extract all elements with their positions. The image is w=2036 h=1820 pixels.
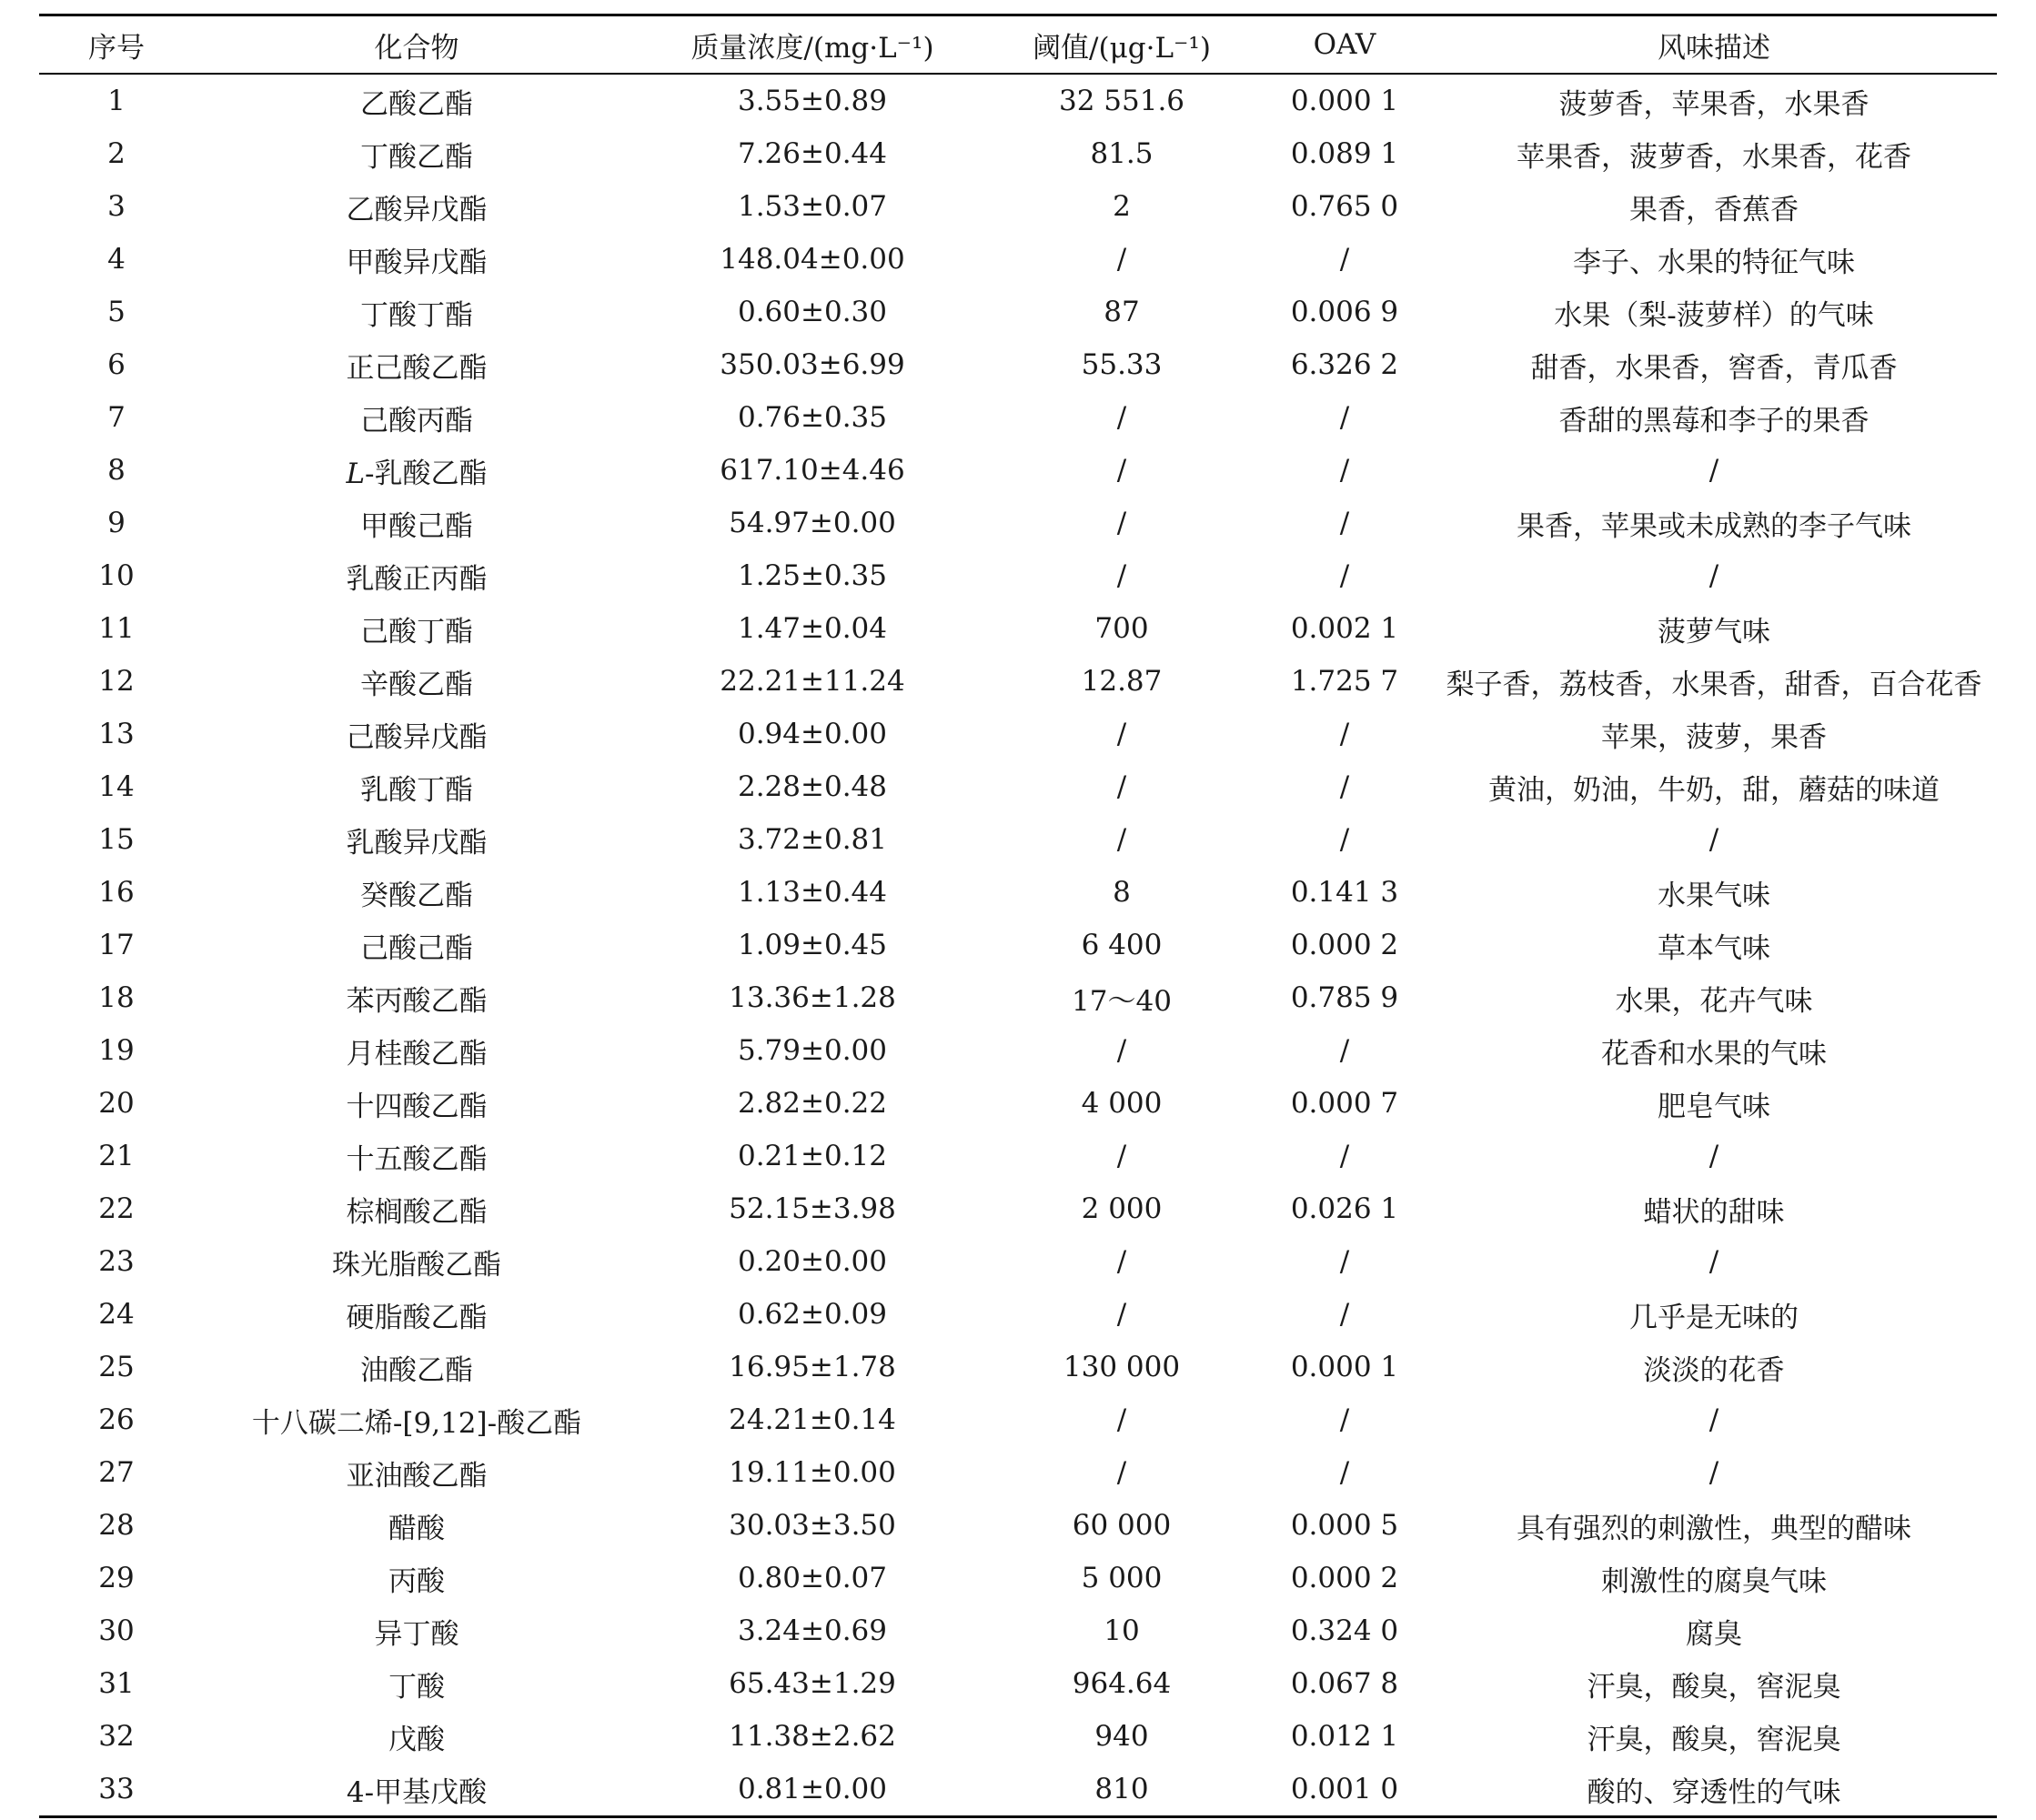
cell-compound: 醋酸 <box>388 1512 445 1545</box>
cell-concentration: 5.79±0.00 <box>737 1034 888 1067</box>
cell-threshold: / <box>1116 559 1127 592</box>
cell-flavor: 甜香，水果香，窖香，青瓜香 <box>1530 351 1898 385</box>
cell-flavor: 蜡状的甜味 <box>1643 1195 1785 1229</box>
cell-index: 30 <box>98 1614 135 1647</box>
cell-flavor: 腐臭 <box>1686 1617 1742 1651</box>
header-threshold: 阈值/(μg·L⁻¹) <box>1033 31 1211 65</box>
cell-concentration: 148.04±0.00 <box>720 243 905 276</box>
cell-index: 13 <box>98 718 135 750</box>
table-row <box>39 1552 1997 1604</box>
table-row <box>39 1393 1997 1446</box>
cell-threshold: / <box>1116 1245 1127 1278</box>
cell-flavor: 水果（梨-菠萝样）的气味 <box>1554 298 1874 332</box>
cell-oav: 0.324 0 <box>1290 1614 1399 1647</box>
cell-concentration: 0.80±0.07 <box>737 1562 888 1594</box>
cell-concentration: 0.60±0.30 <box>737 296 888 328</box>
cell-threshold: 32 551.6 <box>1058 85 1185 117</box>
cell-threshold: / <box>1116 718 1127 750</box>
table-row <box>39 180 1997 233</box>
cell-oav: / <box>1339 1245 1350 1278</box>
cell-concentration: 617.10±4.46 <box>720 454 905 487</box>
cell-threshold: 810 <box>1094 1773 1149 1805</box>
cell-threshold: 6 400 <box>1081 929 1163 961</box>
cell-compound: 十五酸乙酯 <box>346 1142 488 1176</box>
cell-index: 11 <box>98 612 135 645</box>
cell-flavor: 苹果香，菠萝香，水果香，花香 <box>1517 140 1911 174</box>
cell-oav: 0.002 1 <box>1290 612 1399 645</box>
cell-oav: 0.089 1 <box>1290 137 1399 170</box>
cell-threshold: / <box>1116 1034 1127 1067</box>
cell-index: 15 <box>98 823 135 856</box>
table-row <box>39 971 1997 1024</box>
cell-compound: 乳酸丁酯 <box>360 773 473 807</box>
cell-index: 8 <box>107 454 126 487</box>
cell-flavor: / <box>1708 823 1719 856</box>
cell-threshold: 8 <box>1113 876 1131 909</box>
table-row <box>39 760 1997 813</box>
cell-concentration: 3.72±0.81 <box>737 823 888 856</box>
cell-threshold: / <box>1116 823 1127 856</box>
table-row <box>39 338 1997 391</box>
cell-concentration: 0.20±0.00 <box>737 1245 888 1278</box>
cell-compound: 丁酸乙酯 <box>360 140 473 174</box>
cell-threshold: 4 000 <box>1081 1087 1163 1120</box>
cell-concentration: 3.55±0.89 <box>737 85 888 117</box>
cell-compound: 乙酸异戊酯 <box>346 193 488 226</box>
cell-compound: 己酸丁酯 <box>360 615 473 649</box>
compound-table <box>39 14 1997 1818</box>
table-row <box>39 1446 1997 1499</box>
cell-concentration: 1.47±0.04 <box>737 612 888 645</box>
table-row <box>39 444 1997 497</box>
table-row <box>39 74 1997 127</box>
cell-flavor: / <box>1708 454 1719 487</box>
table-row <box>39 1182 1997 1235</box>
cell-index: 32 <box>98 1720 135 1753</box>
cell-index: 27 <box>98 1456 135 1489</box>
cell-concentration: 1.53±0.07 <box>737 190 888 223</box>
cell-index: 33 <box>98 1773 135 1805</box>
cell-index: 1 <box>107 85 126 117</box>
cell-threshold: / <box>1116 1140 1127 1172</box>
cell-oav: 0.785 9 <box>1290 981 1399 1014</box>
cell-concentration: 13.36±1.28 <box>729 981 896 1014</box>
cell-compound: 辛酸乙酯 <box>360 668 473 701</box>
table-row <box>39 1341 1997 1393</box>
cell-flavor: / <box>1708 559 1719 592</box>
cell-concentration: 0.62±0.09 <box>737 1298 888 1331</box>
cell-compound: 甲酸己酯 <box>360 509 473 543</box>
cell-threshold: 60 000 <box>1072 1509 1172 1542</box>
cell-index: 25 <box>98 1351 135 1383</box>
cell-concentration: 24.21±0.14 <box>729 1403 896 1436</box>
cell-threshold: 10 <box>1104 1614 1140 1647</box>
cell-oav: 6.326 2 <box>1290 348 1399 381</box>
table-row <box>39 1499 1997 1552</box>
cell-threshold: 55.33 <box>1081 348 1163 381</box>
cell-oav: 0.765 0 <box>1290 190 1399 223</box>
cell-index: 9 <box>107 507 126 539</box>
cell-compound: 丁酸 <box>388 1670 445 1704</box>
cell-flavor: 几乎是无味的 <box>1629 1301 1799 1334</box>
cell-threshold: / <box>1116 243 1127 276</box>
cell-compound: 4-甲基戊酸 <box>346 1775 488 1809</box>
cell-compound: 乳酸正丙酯 <box>346 562 488 596</box>
table-row <box>39 1763 1997 1817</box>
cell-index: 24 <box>98 1298 135 1331</box>
cell-oav: 0.000 1 <box>1290 1351 1399 1383</box>
table-row <box>39 1130 1997 1182</box>
cell-concentration: 65.43±1.29 <box>729 1667 896 1700</box>
cell-compound: 十八碳二烯-[9,12]-酸乙酯 <box>251 1406 582 1440</box>
table-row <box>39 286 1997 338</box>
table-row <box>39 127 1997 180</box>
cell-oav: / <box>1339 823 1350 856</box>
cell-concentration: 19.11±0.00 <box>729 1456 896 1489</box>
cell-flavor: 菠萝气味 <box>1658 615 1770 649</box>
cell-threshold: 700 <box>1094 612 1149 645</box>
cell-index: 10 <box>98 559 135 592</box>
cell-flavor: 梨子香，荔枝香，水果香，甜香，百合花香 <box>1446 668 1982 701</box>
cell-concentration: 3.24±0.69 <box>737 1614 888 1647</box>
cell-compound: 乳酸异戊酯 <box>346 826 488 860</box>
table-row <box>39 813 1997 866</box>
cell-compound: 己酸丙酯 <box>360 404 473 437</box>
cell-oav: 1.725 7 <box>1290 665 1399 698</box>
cell-flavor: 香甜的黑莓和李子的果香 <box>1558 404 1870 437</box>
cell-compound: 苯丙酸乙酯 <box>346 984 488 1018</box>
cell-threshold: / <box>1116 401 1127 434</box>
cell-compound: 丙酸 <box>388 1564 445 1598</box>
table-row <box>39 1077 1997 1130</box>
cell-flavor: 水果，花卉气味 <box>1615 984 1813 1018</box>
table-body <box>39 74 1997 1817</box>
table-row <box>39 919 1997 971</box>
cell-concentration: 54.97±0.00 <box>729 507 896 539</box>
table-row <box>39 866 1997 919</box>
cell-compound: 异丁酸 <box>374 1617 459 1651</box>
cell-concentration: 0.21±0.12 <box>737 1140 888 1172</box>
cell-flavor: 水果气味 <box>1658 879 1770 912</box>
cell-concentration: 2.28±0.48 <box>737 770 888 803</box>
cell-index: 6 <box>107 348 126 381</box>
cell-index: 29 <box>98 1562 135 1594</box>
cell-oav: 0.000 2 <box>1290 1562 1399 1594</box>
table-row <box>39 233 1997 286</box>
cell-oav: / <box>1339 1456 1350 1489</box>
cell-flavor: 菠萝香，苹果香，水果香 <box>1558 87 1870 121</box>
cell-concentration: 7.26±0.44 <box>737 137 888 170</box>
cell-compound: 珠光脂酸乙酯 <box>332 1248 501 1282</box>
cell-compound: L-乳酸乙酯 <box>346 457 488 490</box>
header-compound: 化合物 <box>374 31 459 65</box>
cell-compound: 丁酸丁酯 <box>360 298 473 332</box>
cell-concentration: 1.13±0.44 <box>737 876 888 909</box>
header-concentration: 质量浓度/(mg·L⁻¹) <box>690 31 934 65</box>
cell-concentration: 0.81±0.00 <box>737 1773 888 1805</box>
cell-compound: 月桂酸乙酯 <box>346 1037 488 1071</box>
cell-index: 28 <box>98 1509 135 1542</box>
cell-threshold: 2 <box>1113 190 1131 223</box>
header-flavor: 风味描述 <box>1658 31 1770 65</box>
cell-flavor: 汗臭，酸臭，窖泥臭 <box>1587 1670 1841 1704</box>
cell-compound: 油酸乙酯 <box>360 1353 473 1387</box>
cell-flavor: 果香，香蕉香 <box>1629 193 1799 226</box>
cell-index: 3 <box>107 190 126 223</box>
cell-oav: / <box>1339 507 1350 539</box>
cell-concentration: 30.03±3.50 <box>729 1509 896 1542</box>
cell-oav: / <box>1339 770 1350 803</box>
cell-threshold: / <box>1116 507 1127 539</box>
cell-index: 23 <box>98 1245 135 1278</box>
cell-oav: 0.006 9 <box>1290 296 1399 328</box>
table-row <box>39 497 1997 549</box>
table-row <box>39 1288 1997 1341</box>
cell-index: 18 <box>98 981 135 1014</box>
cell-flavor: / <box>1708 1245 1719 1278</box>
cell-compound: 硬脂酸乙酯 <box>346 1301 488 1334</box>
compound-table-container <box>39 14 1997 1818</box>
table-row <box>39 655 1997 708</box>
cell-threshold: 940 <box>1094 1720 1149 1753</box>
cell-flavor: 淡淡的花香 <box>1643 1353 1785 1387</box>
cell-oav: / <box>1339 559 1350 592</box>
cell-index: 20 <box>98 1087 135 1120</box>
cell-concentration: 1.25±0.35 <box>737 559 888 592</box>
cell-threshold: 964.64 <box>1072 1667 1172 1700</box>
cell-concentration: 0.76±0.35 <box>737 401 888 434</box>
table-header <box>39 15 1997 75</box>
cell-threshold: 12.87 <box>1081 665 1163 698</box>
cell-threshold: 130 000 <box>1063 1351 1181 1383</box>
cell-index: 16 <box>98 876 135 909</box>
cell-index: 31 <box>98 1667 135 1700</box>
cell-concentration: 0.94±0.00 <box>737 718 888 750</box>
cell-flavor: / <box>1708 1140 1719 1172</box>
table-row <box>39 1657 1997 1710</box>
cell-oav: 0.000 7 <box>1290 1087 1399 1120</box>
cell-oav: 0.067 8 <box>1290 1667 1399 1700</box>
cell-compound: 癸酸乙酯 <box>360 879 473 912</box>
table-row <box>39 549 1997 602</box>
cell-compound: 戊酸 <box>388 1723 445 1756</box>
cell-oav: 0.000 1 <box>1290 85 1399 117</box>
cell-flavor: 肥皂气味 <box>1658 1090 1770 1123</box>
cell-flavor: / <box>1708 1456 1719 1489</box>
cell-flavor: 李子、水果的特征气味 <box>1573 246 1855 279</box>
cell-flavor: 苹果，菠萝，果香 <box>1601 720 1827 754</box>
cell-concentration: 22.21±11.24 <box>720 665 905 698</box>
table-row <box>39 1604 1997 1657</box>
cell-threshold: 17～40 <box>1072 984 1172 1018</box>
table-row <box>39 1024 1997 1077</box>
cell-oav: / <box>1339 718 1350 750</box>
cell-index: 4 <box>107 243 126 276</box>
table-row <box>39 391 1997 444</box>
cell-flavor: 酸的、穿透性的气味 <box>1587 1775 1841 1809</box>
cell-threshold: 81.5 <box>1090 137 1154 170</box>
cell-flavor: 刺激性的腐臭气味 <box>1601 1564 1827 1598</box>
cell-index: 22 <box>98 1192 135 1225</box>
cell-concentration: 52.15±3.98 <box>729 1192 896 1225</box>
cell-flavor: 具有强烈的刺激性，典型的醋味 <box>1517 1512 1911 1545</box>
table-row <box>39 1235 1997 1288</box>
cell-concentration: 11.38±2.62 <box>729 1720 896 1753</box>
cell-threshold: / <box>1116 770 1127 803</box>
cell-index: 19 <box>98 1034 135 1067</box>
cell-flavor: 汗臭，酸臭，窖泥臭 <box>1587 1723 1841 1756</box>
cell-oav: 0.012 1 <box>1290 1720 1399 1753</box>
cell-compound: 正己酸乙酯 <box>346 351 488 385</box>
cell-index: 14 <box>98 770 135 803</box>
cell-flavor: 花香和水果的气味 <box>1601 1037 1827 1071</box>
table-row <box>39 602 1997 655</box>
cell-flavor: 果香，苹果或未成熟的李子气味 <box>1517 509 1911 543</box>
cell-compound: 棕榈酸乙酯 <box>346 1195 488 1229</box>
header-index: 序号 <box>88 31 145 65</box>
cell-concentration: 350.03±6.99 <box>720 348 905 381</box>
cell-oav: / <box>1339 1298 1350 1331</box>
cell-flavor: / <box>1708 1403 1719 1436</box>
cell-compound: 己酸异戊酯 <box>346 720 488 754</box>
cell-threshold: / <box>1116 1403 1127 1436</box>
table-row <box>39 708 1997 760</box>
table-row <box>39 1710 1997 1763</box>
header-row <box>39 15 1997 75</box>
cell-index: 7 <box>107 401 126 434</box>
cell-concentration: 16.95±1.78 <box>729 1351 896 1383</box>
cell-oav: 0.141 3 <box>1290 876 1399 909</box>
cell-oav: / <box>1339 401 1350 434</box>
cell-compound: 乙酸乙酯 <box>360 87 473 121</box>
cell-threshold: / <box>1116 1456 1127 1489</box>
cell-oav: / <box>1339 454 1350 487</box>
cell-flavor: 黄油，奶油，牛奶，甜，蘑菇的味道 <box>1488 773 1940 807</box>
cell-flavor: 草本气味 <box>1658 931 1770 965</box>
cell-oav: 0.000 2 <box>1290 929 1399 961</box>
cell-threshold: 5 000 <box>1081 1562 1163 1594</box>
cell-oav: / <box>1339 1034 1350 1067</box>
cell-oav: / <box>1339 1140 1350 1172</box>
cell-index: 12 <box>98 665 135 698</box>
cell-compound: 己酸己酯 <box>360 931 473 965</box>
cell-index: 21 <box>98 1140 135 1172</box>
cell-index: 2 <box>107 137 126 170</box>
cell-threshold: 2 000 <box>1081 1192 1163 1225</box>
cell-index: 26 <box>98 1403 135 1436</box>
cell-index: 5 <box>107 296 126 328</box>
cell-compound: 十四酸乙酯 <box>346 1090 488 1123</box>
cell-compound: 甲酸异戊酯 <box>346 246 488 279</box>
cell-threshold: / <box>1116 454 1127 487</box>
cell-oav: 0.001 0 <box>1290 1773 1399 1805</box>
cell-oav: 0.000 5 <box>1290 1509 1399 1542</box>
cell-oav: / <box>1339 243 1350 276</box>
cell-threshold: 87 <box>1104 296 1140 328</box>
cell-compound: 亚油酸乙酯 <box>346 1459 488 1493</box>
cell-threshold: / <box>1116 1298 1127 1331</box>
cell-concentration: 1.09±0.45 <box>737 929 888 961</box>
cell-oav: / <box>1339 1403 1350 1436</box>
cell-index: 17 <box>98 929 135 961</box>
header-oav: OAV <box>1313 28 1376 61</box>
cell-oav: 0.026 1 <box>1290 1192 1399 1225</box>
cell-concentration: 2.82±0.22 <box>737 1087 888 1120</box>
